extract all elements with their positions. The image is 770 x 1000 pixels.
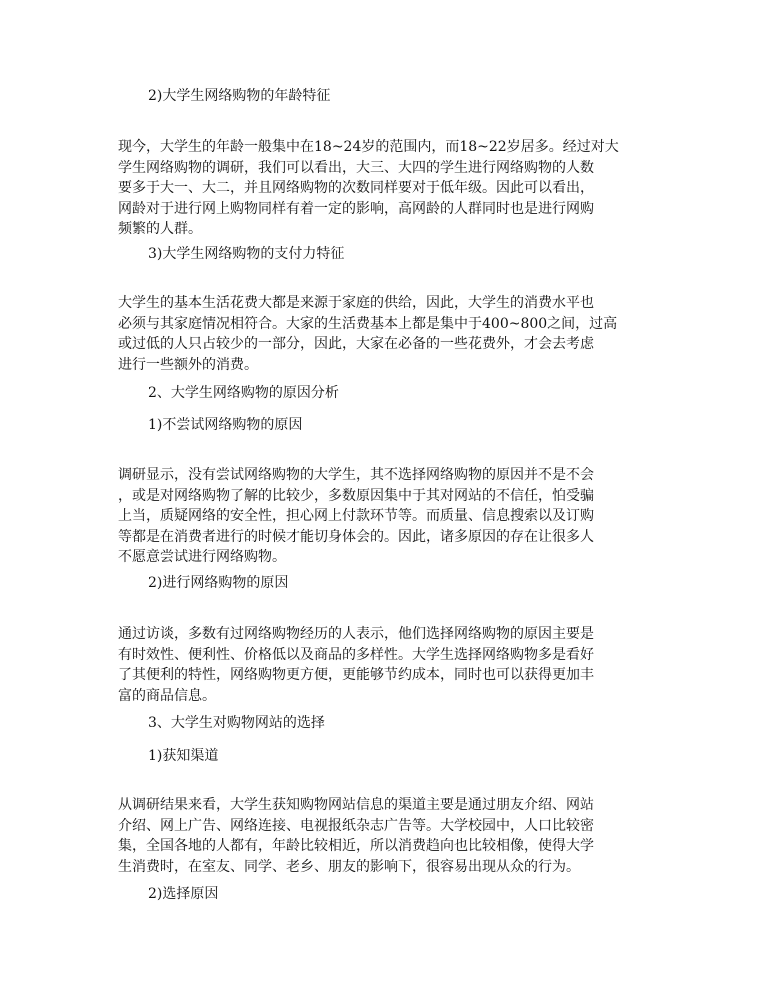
paragraph-line: 不愿意尝试进行网络购物。 [118,549,286,565]
paragraph-line: ，或是对网络购物了解的比较少，多数原因集中于其对网站的不信任，怕受骗 [118,487,594,504]
section-heading-trying: 2)进行网络购物的原因 [148,575,289,591]
paragraph-payment [118,293,658,375]
paragraph-line: 学生网络购物的调研，我们可以看出，大三、大四的学生进行网络购物的人数 [118,159,594,176]
section-heading-channels: 1)获知渠道 [148,748,219,764]
paragraph-age [118,137,658,240]
section-heading-selection-reasons: 2)选择原因 [148,886,219,902]
paragraph-line: 集，全国各地的人都有，年龄比较相近，所以消费趋向也比较相像，使得大学 [118,838,594,854]
paragraph-line: 等都是在消费者进行的时候才能切身体会的。因此，诸多原因的存在让很多人 [118,528,594,545]
paragraph-not-trying [118,465,658,568]
paragraph-line: 上当，质疑网络的安全性，担心网上付款环节等。而质量、信息搜索以及订购 [118,508,594,524]
section-heading-payment: 3)大学生网络购物的支付力特征 [148,246,345,262]
section-heading-not-trying: 1)不尝试网络购物的原因 [148,417,303,433]
paragraph-line: 有时效性、便利性、价格低以及商品的多样性。大学生选择网络购物多是看好 [118,646,594,663]
paragraph-line: 从调研结果来看，大学生获知购物网站信息的渠道主要是通过朋友介绍、网站 [118,797,594,813]
paragraph-line: 富的商品信息。 [118,687,216,704]
paragraph-line: 大学生的基本生活花费大都是来源于家庭的供给，因此，大学生的消费水平也 [118,295,594,311]
paragraph-line: 调研显示，没有尝试网络购物的大学生，其不选择网络购物的原因并不是不会 [118,467,594,483]
section-heading-website-choice: 3、大学生对购物网站的选择 [148,715,325,731]
section-heading-age: 2)大学生网络购物的年龄特征 [148,88,331,104]
paragraph-channels [118,795,658,877]
paragraph-line: 网龄对于进行网上购物同样有着一定的影响，高网龄的人群同时也是进行网购 [118,200,594,217]
section-heading-reasons: 2、大学生网络购物的原因分析 [148,385,339,401]
paragraph-line: 通过访谈，多数有过网络购物经历的人表示，他们选择网络购物的原因主要是 [118,626,594,642]
paragraph-line: 或过低的人只占较少的一部分，因此，大家在必备的一些花费外，才会去考虑 [118,336,594,352]
paragraph-line: 生消费时，在室友、同学、老乡、朋友的影响下，很容易出现从众的行为。 [118,858,580,875]
paragraph-line: 了其便利的特性，网络购物更方便，更能够节约成本，同时也可以获得更加丰 [118,667,594,683]
paragraph-trying [118,624,658,706]
paragraph-line: 频繁的人群。 [118,221,202,237]
paragraph-line: 要多于大一、大二，并且网络购物的次数同样要对于低年级。因此可以看出， [118,180,594,196]
paragraph-line: 介绍、网上广告、网络连接、电视报纸杂志广告等。大学校园中，人口比较密 [118,817,594,834]
paragraph-line: 进行一些额外的消费。 [118,356,258,373]
paragraph-line: 必须与其家庭情况相符合。大家的生活费基本上都是集中于400~800之间，过高 [118,315,618,332]
paragraph-line: 现今，大学生的年龄一般集中在18~24岁的范围内，而18~22岁居多。经过对大 [118,139,619,155]
